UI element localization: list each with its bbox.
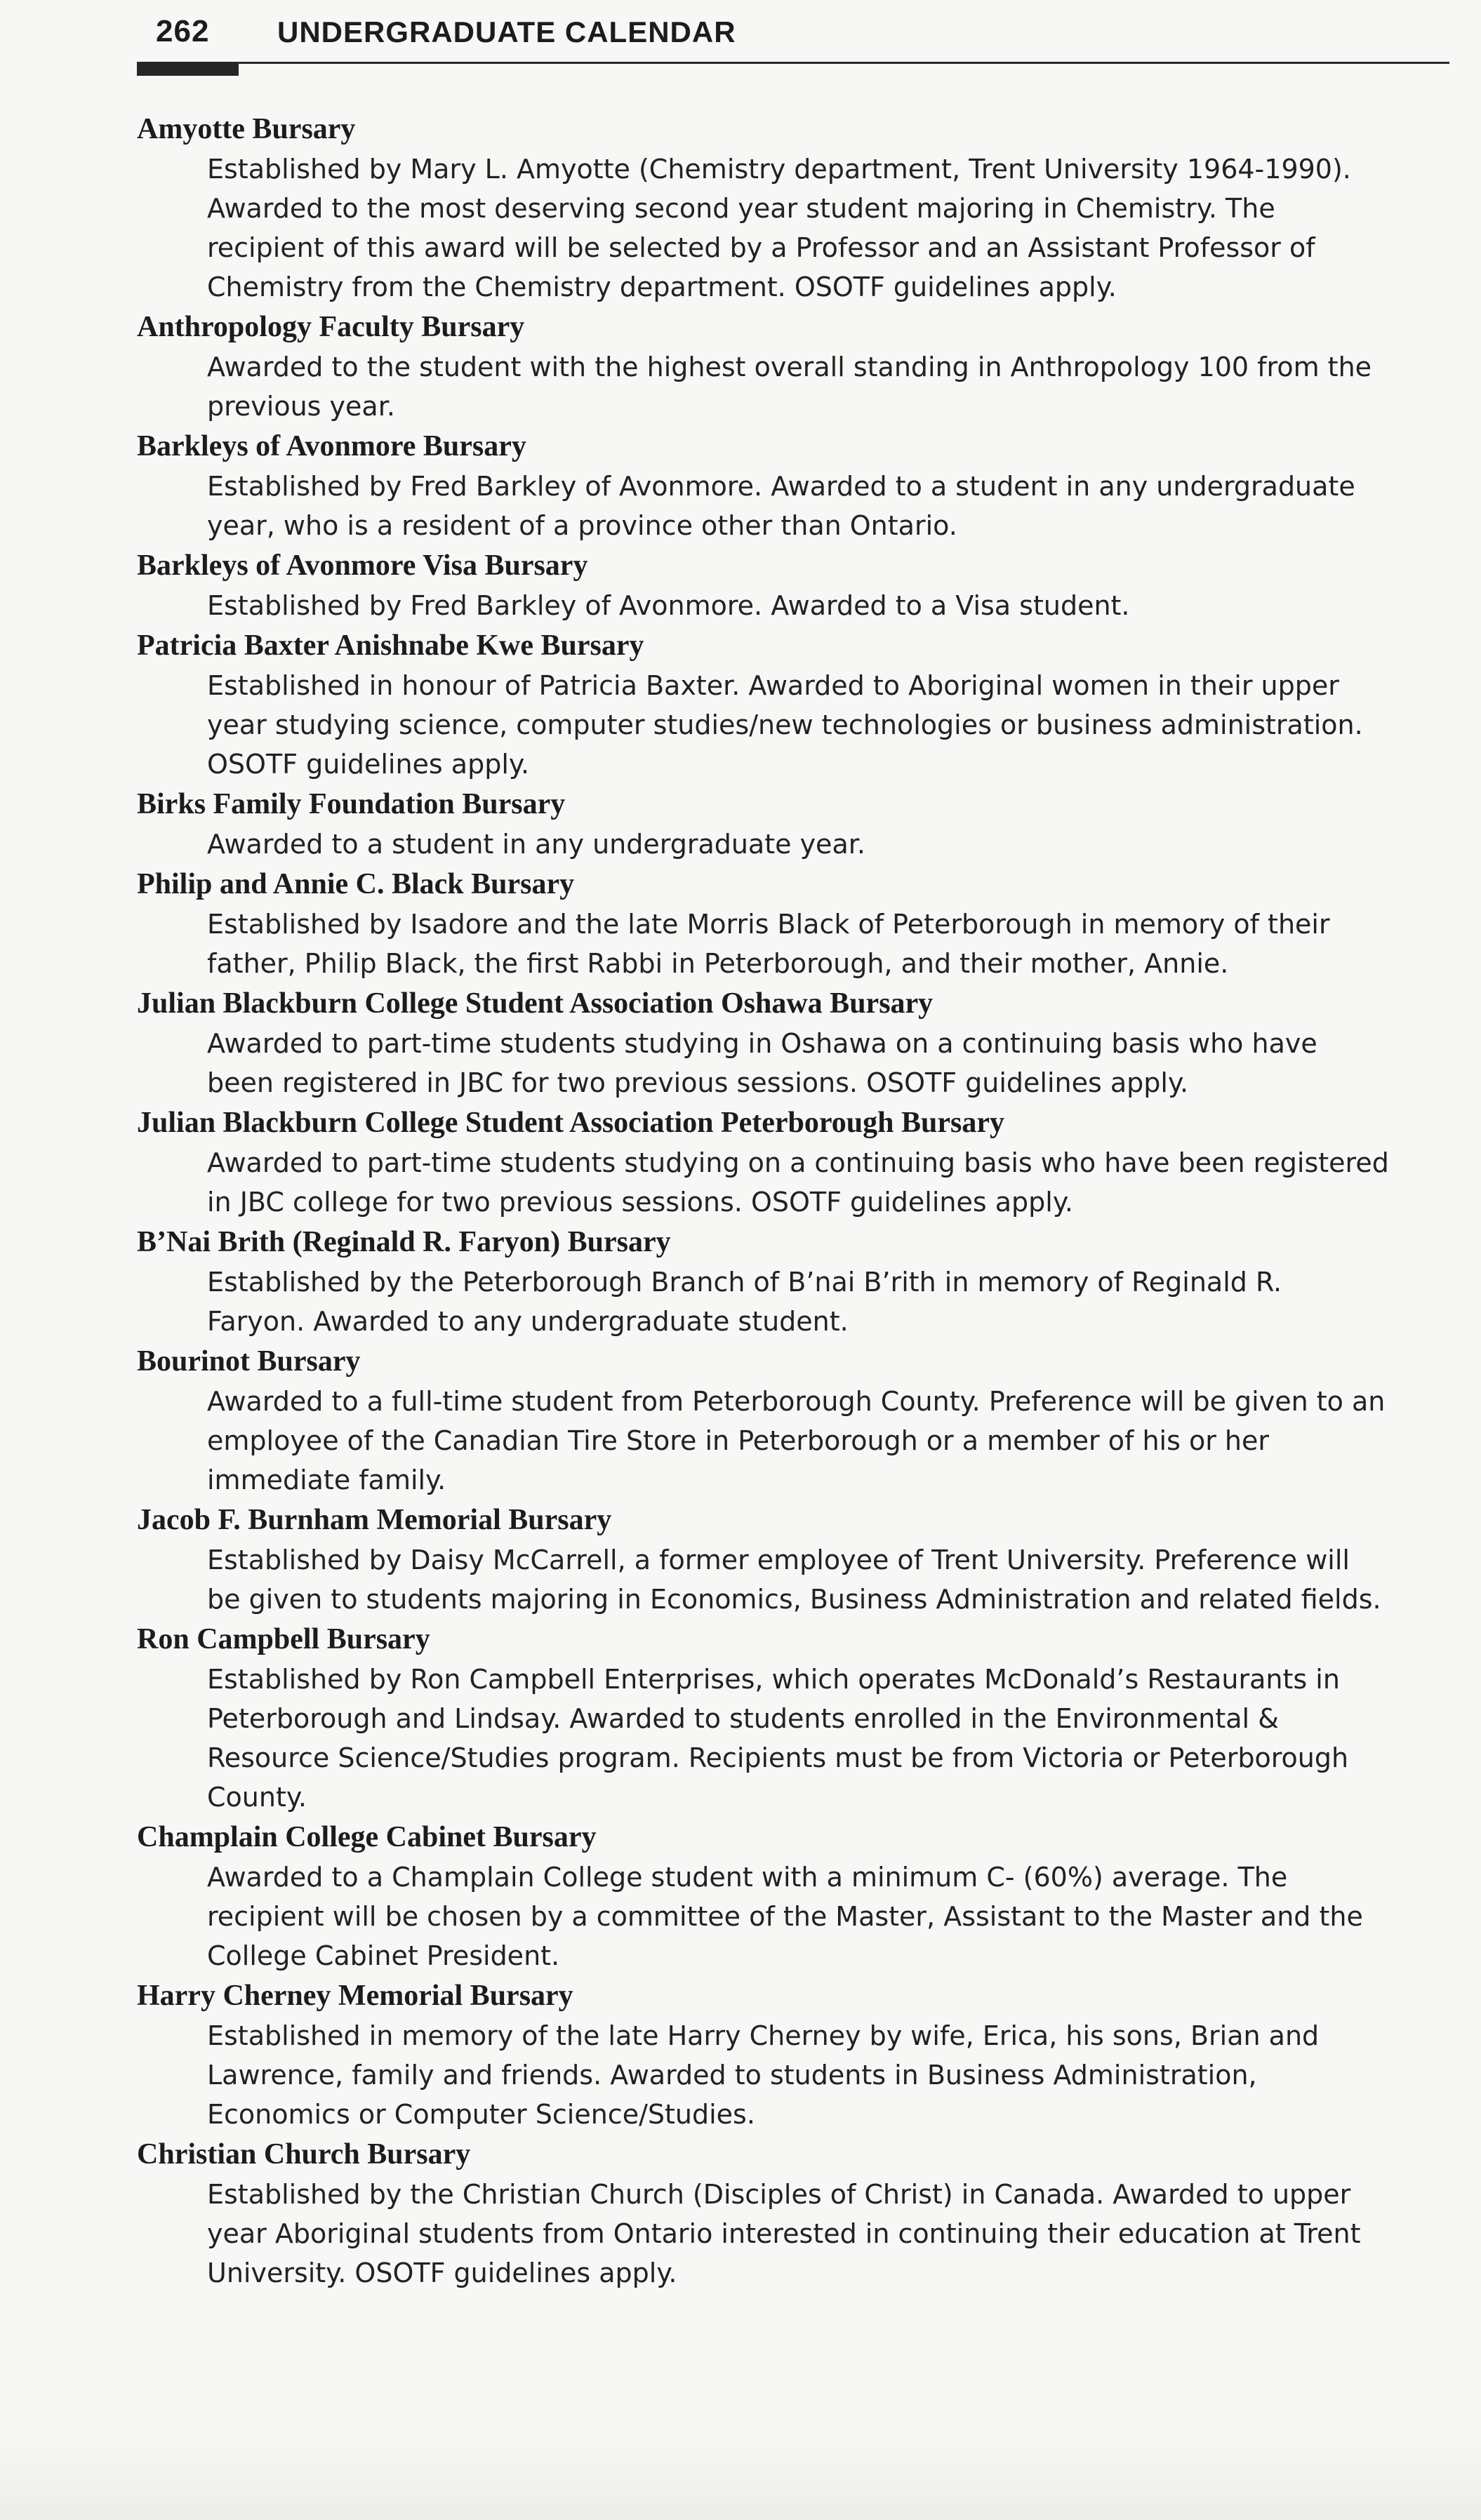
description-line: Resource Science/Studies program. Recipients must be from Victoria or Peterborough [207, 1742, 1349, 1773]
description-line: employee of the Canadian Tire Store in Peterborough or a member of his or her [207, 1425, 1270, 1456]
bursary-title: Barkleys of Avonmore Bursary [137, 430, 526, 462]
bursary-description [137, 2175, 1442, 2293]
description-line: Established by Isadore and the late Morris Black of Peterborough in memory of their [207, 909, 1330, 940]
description-line: Economics or Computer Science/Studies. [207, 2099, 755, 2130]
description-line: year Aboriginal students from Ontario interested in continuing their education at Trent [207, 2218, 1361, 2249]
bursary-title: Ron Campbell Bursary [137, 1623, 430, 1655]
bursary-description [137, 1382, 1442, 1500]
bursary-title: Barkleys of Avonmore Visa Bursary [137, 549, 588, 582]
bursary-description [137, 2016, 1442, 2134]
bursary-description [137, 1262, 1442, 1341]
bursary-entry [137, 625, 1442, 784]
description-line: Faryon. Awarded to any undergraduate student. [207, 1306, 849, 1337]
bursary-title: Birks Family Foundation Bursary [137, 788, 566, 820]
bursary-title: Harry Cherney Memorial Bursary [137, 1980, 573, 2012]
description-line: Lawrence, family and friends. Awarded to students in Business Administration, [207, 2060, 1257, 2091]
description-line: be given to students majoring in Economics, Business Administration and related fields. [207, 1584, 1381, 1615]
bursary-description [137, 586, 1442, 625]
description-line: immediate family. [207, 1465, 446, 1495]
bursary-description [137, 1660, 1442, 1817]
bursary-title: Philip and Annie C. Black Bursary [137, 868, 575, 900]
description-line: Established by Ron Campbell Enterprises, which operates McDonald’s Restaurants in [207, 1664, 1340, 1695]
running-title: UNDERGRADUATE CALENDAR [277, 15, 736, 48]
bursary-entry [137, 109, 1442, 307]
description-line: Established by Fred Barkley of Avonmore. Awarded to a Visa student. [207, 590, 1130, 621]
description-line: recipient will be chosen by a committee of the Master, Assistant to the Master and the [207, 1901, 1363, 1932]
bursary-description [137, 825, 1442, 864]
page-number: 262 [156, 14, 210, 48]
bursary-entry [137, 1619, 1442, 1817]
header-rule [137, 62, 1449, 64]
bursary-description [137, 1024, 1442, 1102]
bursary-title: Amyotte Bursary [137, 113, 356, 145]
bursary-title: Christian Church Bursary [137, 2138, 471, 2171]
bursary-description [137, 1143, 1442, 1222]
description-line: College Cabinet President. [207, 1940, 560, 1971]
bursary-entry [137, 307, 1442, 426]
description-line: previous year. [207, 391, 395, 422]
bursary-title: Julian Blackburn College Student Association Oshawa Bursary [137, 987, 934, 1020]
bursary-entry [137, 2134, 1442, 2293]
bursary-title: Patricia Baxter Anishnabe Kwe Bursary [137, 629, 644, 662]
bursary-entry [137, 426, 1442, 545]
bursary-title: Champlain College Cabinet Bursary [137, 1821, 597, 1853]
description-line: Established by Mary L. Amyotte (Chemistry department, Trent University 1964-1990). [207, 154, 1351, 185]
bursary-entry [137, 1500, 1442, 1619]
description-line: recipient of this award will be selected by a Professor and an Assistant Professor of [207, 232, 1315, 263]
bursary-list [137, 109, 1442, 2293]
bursary-title: Anthropology Faculty Bursary [137, 311, 525, 343]
bursary-description [137, 467, 1442, 545]
bursary-description [137, 905, 1442, 983]
bursary-description [137, 1858, 1442, 1975]
bursary-entry [137, 545, 1442, 625]
description-line: Peterborough and Lindsay. Awarded to students enrolled in the Environmental & [207, 1703, 1279, 1734]
description-line: Established by the Peterborough Branch of B’nai B’rith in memory of Reginald R. [207, 1267, 1282, 1298]
description-line: Established in honour of Patricia Baxter. Awarded to Aboriginal women in their upper [207, 670, 1339, 701]
bursary-entry [137, 983, 1442, 1102]
description-line: Chemistry from the Chemistry department. OSOTF guidelines apply. [207, 272, 1117, 302]
description-line: OSOTF guidelines apply. [207, 749, 530, 780]
bursary-entry [137, 1222, 1442, 1341]
bursary-description [137, 1540, 1442, 1619]
bursary-description [137, 666, 1442, 784]
description-line: father, Philip Black, the first Rabbi in Peterborough, and their mother, Annie. [207, 948, 1229, 979]
description-line: Awarded to part-time students studying on a continuing basis who have been registered [207, 1147, 1389, 1178]
bursary-entry [137, 1817, 1442, 1975]
description-line: been registered in JBC for two previous sessions. OSOTF guidelines apply. [207, 1067, 1189, 1098]
bursary-entry [137, 1102, 1442, 1222]
description-line: County. [207, 1782, 307, 1813]
description-line: Awarded to the most deserving second year student majoring in Chemistry. The [207, 193, 1275, 224]
description-line: Established by Fred Barkley of Avonmore. Awarded to a student in any undergraduate [207, 471, 1355, 502]
description-line: year, who is a resident of a province other than Ontario. [207, 510, 957, 541]
bursary-description [137, 149, 1442, 307]
bursary-title: Jacob F. Burnham Memorial Bursary [137, 1504, 612, 1536]
bursary-entry [137, 1975, 1442, 2134]
bursary-title: Julian Blackburn College Student Association Peterborough Bursary [137, 1107, 1005, 1139]
bursary-entry [137, 864, 1442, 983]
bursary-title: B’Nai Brith (Reginald R. Faryon) Bursary [137, 1226, 671, 1258]
page-bottom-edge [0, 2435, 1481, 2520]
description-line: Awarded to a student in any undergraduate year. [207, 829, 865, 860]
description-line: University. OSOTF guidelines apply. [207, 2258, 677, 2288]
description-line: Awarded to part-time students studying in Oshawa on a continuing basis who have [207, 1028, 1317, 1059]
description-line: in JBC college for two previous sessions. OSOTF guidelines apply. [207, 1187, 1073, 1218]
bursary-description [137, 347, 1442, 426]
header-tab [137, 62, 239, 76]
description-line: Established in memory of the late Harry Cherney by wife, Erica, his sons, Brian and [207, 2020, 1320, 2051]
description-line: Awarded to the student with the highest overall standing in Anthropology 100 from the [207, 352, 1372, 382]
description-line: Awarded to a full-time student from Peterborough County. Preference will be given to an [207, 1386, 1386, 1417]
description-line: year studying science, computer studies/new technologies or business administration. [207, 709, 1363, 740]
description-line: Established by the Christian Church (Disciples of Christ) in Canada. Awarded to upper [207, 2179, 1351, 2210]
description-line: Established by Daisy McCarrell, a former employee of Trent University. Preference will [207, 1545, 1350, 1575]
bursary-title: Bourinot Bursary [137, 1345, 361, 1378]
bursary-entry [137, 784, 1442, 864]
description-line: Awarded to a Champlain College student with a minimum C- (60%) average. The [207, 1862, 1288, 1893]
bursary-entry [137, 1341, 1442, 1500]
page-header [137, 10, 1449, 66]
